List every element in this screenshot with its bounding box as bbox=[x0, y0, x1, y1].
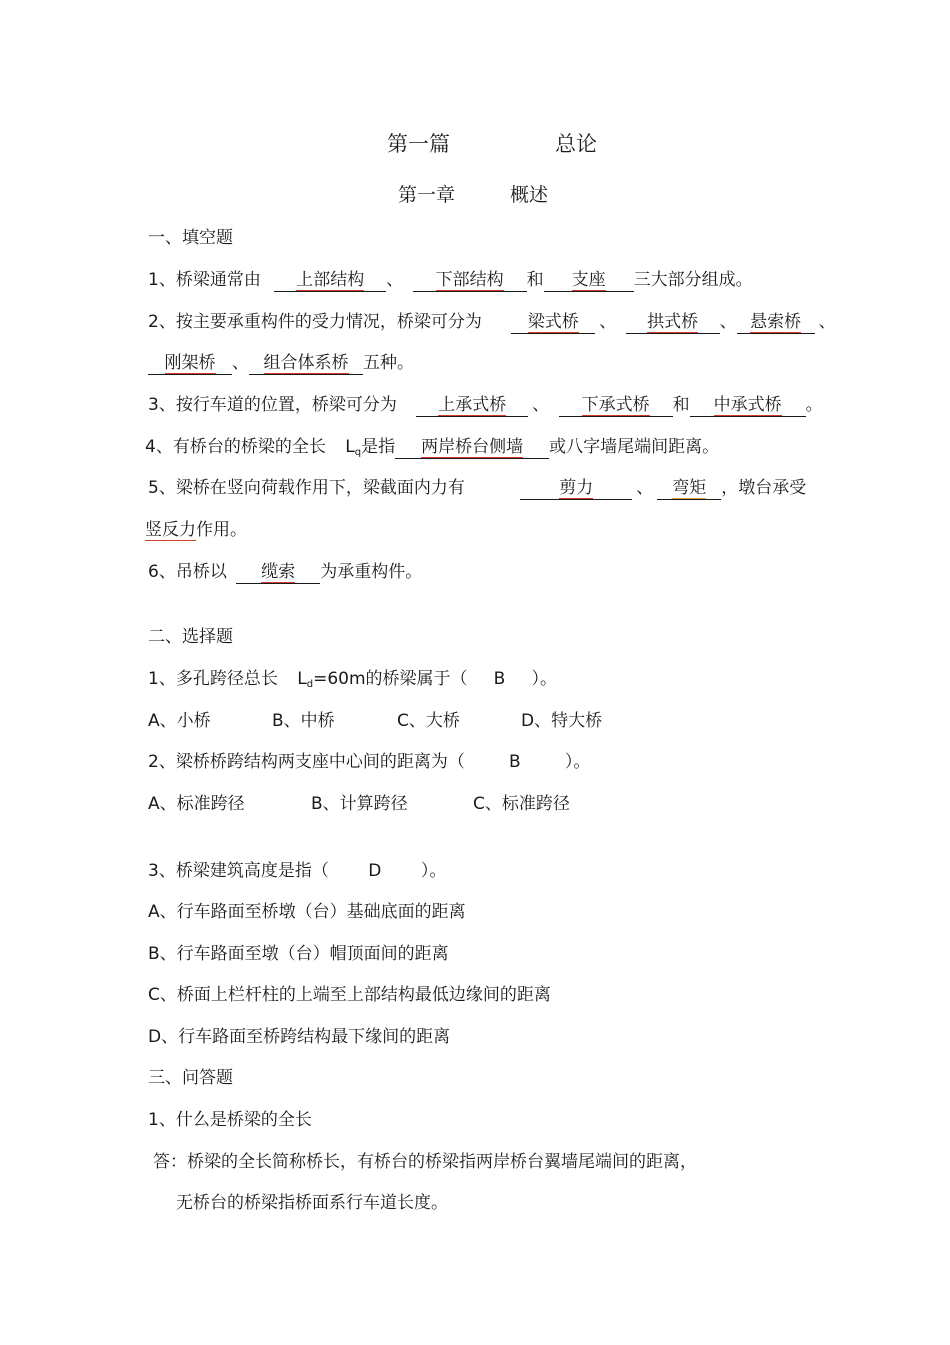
question-text: 作用。 bbox=[196, 520, 247, 540]
qa-answer-line-1: 答：桥梁的全长简称桥长，有桥台的桥梁指两岸桥台翼墙尾端间的距离， bbox=[153, 1152, 697, 1172]
answer-text: 刚架桥 bbox=[164, 353, 216, 373]
answer-text: 中承式桥 bbox=[713, 395, 782, 415]
answer-blank bbox=[559, 394, 673, 417]
answer-blank bbox=[657, 477, 721, 500]
separator: 、 bbox=[532, 395, 550, 415]
question-text: 2、按主要承重构件的受力情况，桥梁可分为 bbox=[148, 312, 482, 332]
question-text: 6、吊桥以 bbox=[148, 562, 227, 582]
answer-text: 拱式桥 bbox=[647, 312, 699, 332]
answer-text: 支座 bbox=[571, 270, 606, 290]
fill-question-6 bbox=[148, 561, 422, 584]
answer-text: 上承式桥 bbox=[438, 395, 507, 415]
qa-question-1: 1、什么是桥梁的全长 bbox=[148, 1110, 312, 1130]
part-name: 总论 bbox=[555, 132, 597, 156]
choice-option-d: D、特大桥 bbox=[521, 711, 603, 731]
choice-option-c: C、标准跨径 bbox=[473, 794, 570, 814]
separator: 、 bbox=[719, 312, 737, 332]
answer-blank bbox=[737, 311, 815, 334]
fill-question-5 bbox=[148, 477, 806, 500]
question-text: ）。 bbox=[420, 861, 447, 881]
choice-option-b: B、中桥 bbox=[272, 711, 335, 731]
choice-question-3 bbox=[148, 860, 446, 882]
variable-letter: L bbox=[297, 669, 307, 689]
choice-option-a: A、标准跨径 bbox=[148, 794, 245, 814]
fill-question-3 bbox=[148, 394, 823, 417]
separator: 、 bbox=[386, 270, 404, 290]
question-text: 3、按行车道的位置，桥梁可分为 bbox=[148, 395, 397, 415]
separator: 、 bbox=[599, 312, 617, 332]
fill-question-2-cont bbox=[148, 352, 414, 375]
answer-blank bbox=[511, 311, 595, 334]
question-text: 2、梁桥桥跨结构两支座中心间的距离为（ bbox=[148, 752, 465, 772]
answer-blank bbox=[395, 436, 549, 459]
answer-text: 组合体系桥 bbox=[263, 353, 349, 373]
choice-option-b: B、行车路面至墩（台）帽顶面间的距离 bbox=[148, 944, 449, 964]
answer-text: 上部结构 bbox=[296, 270, 365, 290]
answer-blank bbox=[413, 269, 527, 292]
variable-symbol bbox=[297, 669, 313, 689]
question-text: 4、有桥台的桥梁的全长 bbox=[145, 437, 326, 457]
answer-text: 弯矩 bbox=[672, 478, 707, 498]
separator: 、 bbox=[636, 478, 654, 498]
variable-subscript: d bbox=[306, 679, 314, 690]
answer-blank bbox=[416, 394, 528, 417]
fill-question-5-cont bbox=[145, 519, 247, 541]
answer-text: 下承式桥 bbox=[581, 395, 650, 415]
question-text: 1、多孔跨径总长 bbox=[148, 669, 278, 689]
variable-subscript: q bbox=[354, 447, 362, 458]
choice-question-2 bbox=[148, 751, 590, 773]
answer-blank bbox=[236, 561, 320, 584]
answer-text: 悬索桥 bbox=[750, 312, 802, 332]
choice-answer: D bbox=[368, 861, 382, 881]
variable-letter: L bbox=[345, 437, 355, 457]
question-text: 5、梁桥在竖向荷载作用下，梁截面内力有 bbox=[148, 478, 465, 498]
answer-blank bbox=[249, 352, 363, 375]
variable-symbol bbox=[345, 437, 361, 457]
choice-answer: B bbox=[508, 752, 521, 772]
connector: 和 bbox=[672, 395, 690, 415]
choice-option-a: A、行车路面至桥墩（台）基础底面的距离 bbox=[148, 902, 466, 922]
separator: 、 bbox=[232, 353, 249, 373]
question-text: 为承重构件。 bbox=[320, 562, 423, 582]
section-heading-qa: 三、问答题 bbox=[148, 1068, 233, 1088]
answer-blank bbox=[544, 269, 634, 292]
chapter-title: 第一章 bbox=[398, 184, 456, 206]
section-heading-choice: 二、选择题 bbox=[148, 627, 233, 647]
question-text: 1、桥梁通常由 bbox=[148, 270, 261, 290]
question-text: 。 bbox=[805, 395, 823, 415]
question-text: ）。 bbox=[531, 669, 558, 689]
answer-blank bbox=[626, 311, 720, 334]
question-text: 是指 bbox=[361, 437, 396, 457]
choice-question-1 bbox=[148, 668, 557, 696]
answer-text: 两岸桥台侧墙 bbox=[421, 437, 524, 457]
fill-question-2 bbox=[148, 311, 836, 334]
choice-option-d: D、行车路面至桥跨结构最下缘间的距离 bbox=[148, 1027, 451, 1047]
section-heading-fill: 一、填空题 bbox=[148, 228, 233, 248]
part-title: 第一篇 bbox=[387, 132, 450, 156]
answer-blank bbox=[274, 269, 386, 292]
question-text: 三大部分组成。 bbox=[633, 270, 753, 290]
question-text: =60m的桥梁属于（ bbox=[313, 669, 468, 689]
connector: 和 bbox=[526, 270, 544, 290]
choice-option-b: B、计算跨径 bbox=[311, 794, 408, 814]
answer-blank bbox=[520, 477, 632, 500]
chapter-name: 概述 bbox=[510, 184, 549, 206]
answer-text: 缆索 bbox=[261, 562, 296, 582]
question-text: 五种。 bbox=[363, 353, 414, 373]
answer-blank bbox=[148, 352, 232, 375]
answer-text: 竖反力 bbox=[145, 520, 196, 540]
answer-text: 下部结构 bbox=[435, 270, 504, 290]
separator: 、 bbox=[818, 312, 836, 332]
choice-answer: B bbox=[493, 669, 506, 689]
answer-text: 剪力 bbox=[559, 478, 594, 498]
question-text: 或八字墙尾端间距离。 bbox=[549, 437, 720, 457]
choice-option-c: C、桥面上栏杆柱的上端至上部结构最低边缘间的距离 bbox=[148, 985, 551, 1005]
choice-option-a: A、小桥 bbox=[148, 711, 211, 731]
answer-blank bbox=[690, 394, 806, 417]
fill-question-1 bbox=[148, 269, 753, 292]
fill-question-4 bbox=[145, 436, 719, 464]
question-text: ）。 bbox=[564, 752, 591, 772]
question-text: ，墩台承受 bbox=[721, 478, 807, 498]
qa-answer-line-2: 无桥台的桥梁指桥面系行车道长度。 bbox=[176, 1193, 448, 1213]
answer-text: 梁式桥 bbox=[527, 312, 579, 332]
choice-option-c: C、大桥 bbox=[397, 711, 460, 731]
question-text: 3、桥梁建筑高度是指（ bbox=[148, 861, 329, 881]
